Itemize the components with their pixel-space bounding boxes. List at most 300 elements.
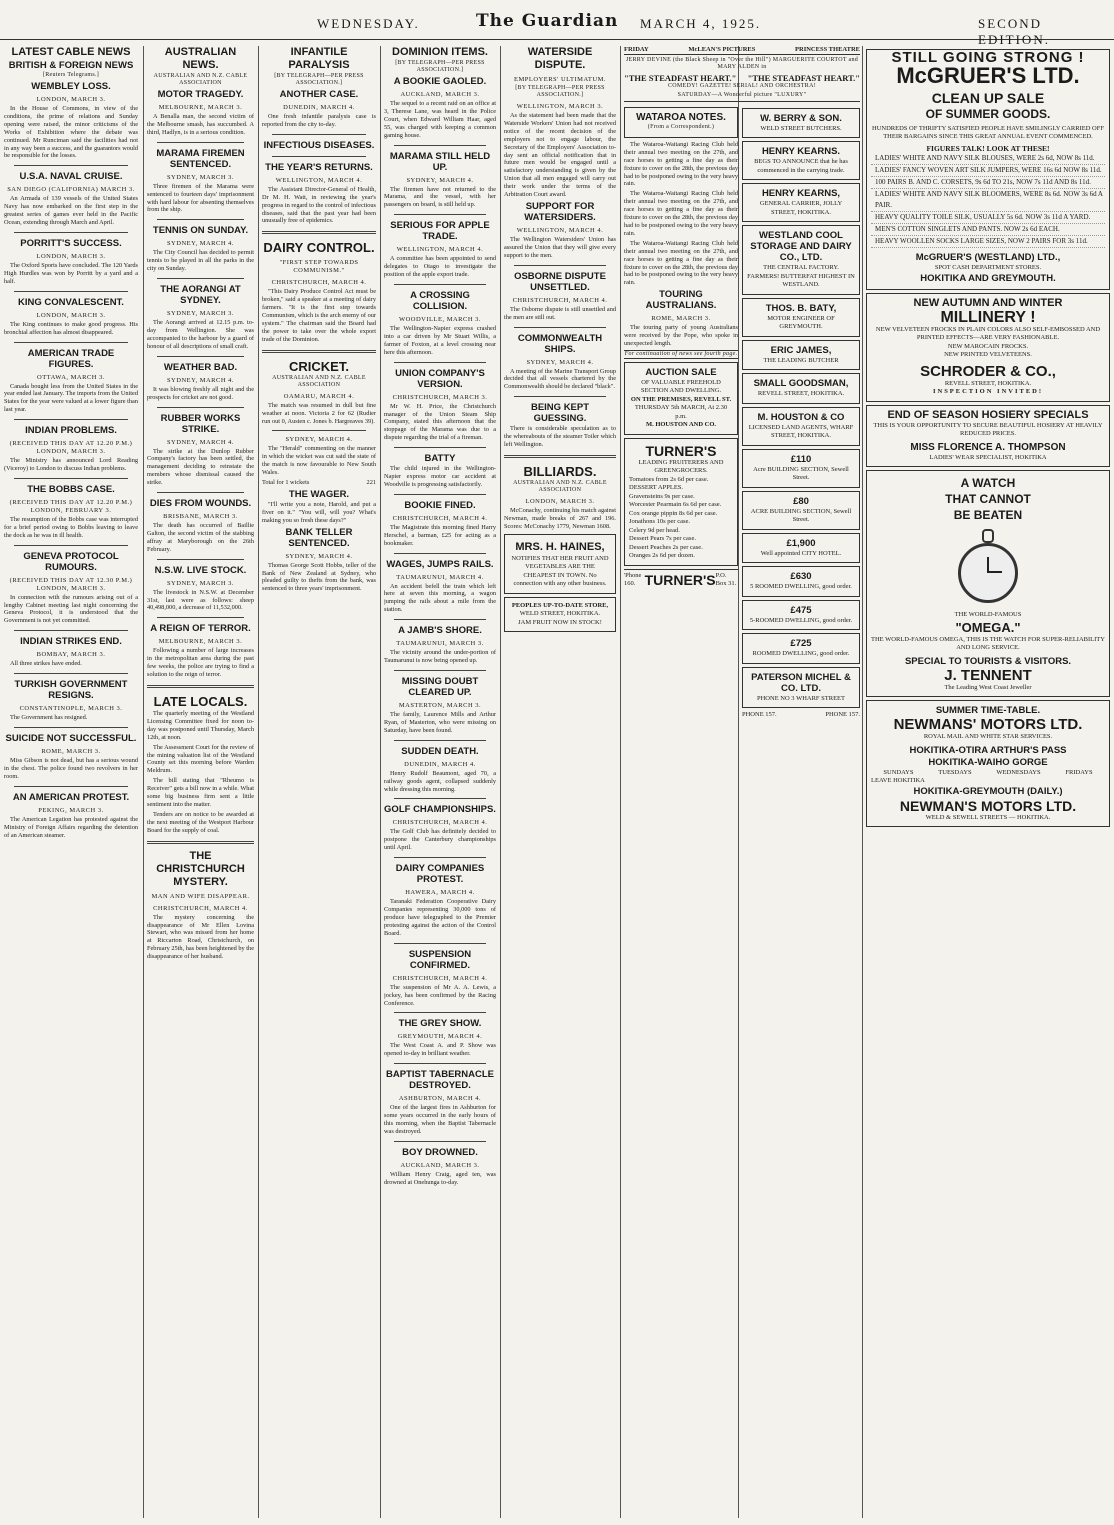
section-heading-dominion-items: DOMINION ITEMS.	[392, 46, 488, 58]
article-list	[262, 89, 376, 225]
ad-line: NEW MAROCAIN FROCKS.	[947, 342, 1029, 350]
advertisement	[742, 533, 860, 564]
ad-line: NEW PRINTED VELVETEENS.	[944, 351, 1032, 359]
ad-body: WELD STREET, HOKITIKA.	[519, 610, 601, 618]
pocket-watch-icon	[953, 527, 1023, 607]
article-body: An accident befell the train which left here at seven this morning, a wagon jumping the rails about a mile from the station.	[384, 582, 496, 614]
article-body: The firemen have not returned to the Marama, and the vessel, with her passengers on board, is still held up.	[384, 185, 496, 209]
article-dateline: GREYMOUTH, MARCH 4.	[397, 1033, 483, 1041]
divider	[394, 740, 486, 741]
article-body: The American Legation has protested against the Ministry of Foreign Affairs regarding the detention of an American steamer.	[4, 815, 138, 839]
price-line: Dessert Pears 7s per case.	[629, 535, 696, 543]
ad-subtitle: CLEAN UP SALE	[931, 89, 1045, 106]
article-dateline: CHRISTCHURCH, MARCH 4.	[392, 819, 488, 827]
article-dateline: OAMARU, MARCH 4.	[283, 392, 355, 400]
price-line: Gravensteins 9s per case.	[629, 492, 695, 500]
article-dateline: TAUMARUNUI, MARCH 4.	[396, 573, 484, 581]
route-title: HOKITIKA-GREYMOUTH (DAILY.)	[913, 785, 1063, 797]
article-body: The child injured in the Wellington-Napier express motor car accident at Woodville is progressing satisfactorily.	[384, 465, 496, 488]
ad-body: 5-ROOMED DWELLING, good order.	[749, 616, 853, 624]
ad-title: A WATCH	[960, 476, 1016, 491]
price-line: Worcester Pearmain 6s 6d per case.	[629, 501, 722, 509]
divider	[394, 214, 486, 215]
column-waterside-dispute	[504, 46, 616, 1518]
ad-body: LICENSED LAND AGENTS, WHARF STREET, HOKITIKA.	[748, 423, 854, 440]
article-body: Henry Rudolf Beaumont, aged 70, a railway goods agent, collapsed suddenly while dressing this morning.	[384, 769, 496, 793]
article-title: RUBBER WORKS STRIKE.	[160, 412, 241, 435]
article-body: The Ministry has announced Lord Reading (Viceroy) to London to discuss Indian problems.	[4, 457, 138, 473]
ad-body: WELD STREET BUTCHERS.	[760, 124, 842, 132]
article-body: The suspension of Mr A. A. Lewis, a jockey, has been confirmed by the Racing Conference.	[384, 983, 496, 1007]
local-item: Tenders are on notice to be awarded at the next meeting of the Westport Harbour Board for the supply of coal.	[147, 810, 254, 834]
film-title: "THE STEADFAST HEART."	[747, 72, 860, 83]
divider	[514, 396, 606, 397]
article-title: OSBORNE DISPUTE UNSETTLED.	[514, 270, 606, 293]
divider	[157, 219, 244, 220]
ad-title: MRS. H. HAINES,	[515, 540, 605, 553]
column-rule	[862, 46, 863, 1518]
article-dateline: SAN DIEGO (CALIFORNIA) MARCH 3.	[7, 186, 135, 194]
ad-title: SMALL GOODSMAN,	[753, 378, 849, 390]
article-list	[147, 89, 254, 679]
ad-title: McGRUER'S LTD.	[896, 62, 1080, 88]
ad-callout: FIGURES TALK! LOOK AT THESE!	[926, 143, 1050, 153]
price-line: LADIES' WHITE AND NAVY SILK BLOOMERS, WERE 8s 6d. NOW 3s 6d A PAIR.	[871, 189, 1105, 212]
article-dateline: WELLINGTON, MARCH 4.	[275, 176, 363, 184]
article-dateline: CHRISTCHURCH, MARCH 4.	[153, 904, 248, 912]
local-item: The Assessment Court for the review of the mining valuation list of the Westland County set this morning before Warden Meldrum.	[147, 743, 254, 775]
article-body: The livestock in N.S.W. at December 31st, last were as follows: sheep 40,498,000, a decrease of 11,532,000.	[147, 588, 254, 612]
ad-body: ROOMED DWELLING, good order.	[752, 650, 850, 658]
ad-body: JAM FRUIT NOW IN STOCK!	[518, 618, 602, 626]
ad-subtitle: ROYAL MAIL AND WHITE STAR SERVICES.	[923, 733, 1053, 741]
advertisement	[742, 600, 860, 631]
divider	[14, 342, 128, 343]
advertisement	[742, 340, 860, 371]
section-heading-infantile-paralysis: INFANTILE PARALYSIS	[288, 46, 350, 71]
divider	[394, 1012, 486, 1013]
divider	[514, 327, 606, 328]
article-subheading: "FIRST STEP TOWARDS COMMUNISM."	[279, 259, 359, 275]
masthead-edition: SECOND EDITION.	[978, 16, 1050, 47]
price-line: Celery 9d per head.	[629, 526, 680, 534]
article-body: The West Coast A. and P. Show was opened to-day in brilliant weather.	[384, 1042, 496, 1058]
advertisement	[742, 141, 860, 180]
ad-body: MOTOR ENGINEER OF GREYMOUTH.	[767, 314, 835, 331]
route-leave: LEAVE HOKITIKA	[871, 777, 925, 785]
section-heading-mystery: THE CHRISTCHURCH MYSTERY.	[156, 849, 245, 888]
article-dateline: ROME, MARCH 3.	[651, 315, 711, 323]
column-advertisements	[624, 46, 860, 1518]
ad-title: £475	[790, 604, 812, 616]
article-body: The King continues to make good progress. His bronchial affection has almost disappeared.	[4, 320, 138, 336]
ad-body: OF VALUABLE FREEHOLD SECTION AND DWELLING.	[640, 378, 722, 395]
divider	[14, 165, 128, 166]
article-title: A BOOKIE GAOLED.	[393, 76, 487, 87]
article-body: All three strikes have ended.	[10, 660, 82, 668]
article-title: TENNIS ON SUNDAY.	[152, 225, 249, 237]
article-dateline: MELBOURNE, MARCH 3.	[158, 104, 243, 111]
article-body: Thomas George Scott Hobbs, teller of the Bank of New Zealand at Sydney, who pleaded guilty to thefts from the bank, was sentenced to three years' imprisonment.	[262, 561, 376, 593]
article-title: TURKISH GOVERNMENT RESIGNS.	[14, 679, 128, 702]
advertisement	[742, 183, 860, 222]
article-dateline: CHRISTCHURCH, MARCH 4.	[392, 974, 488, 982]
divider	[14, 545, 128, 546]
article-body: The Wataroa-Waitangi Racing Club held their annual two meeting on the 27th, and race horses to getting a fine day as their fixture to cover on the 28th, the previous day had to be postponed owing to the very heavy rain.	[624, 140, 738, 188]
advertisement	[742, 298, 860, 337]
article-dateline: (RECEIVED THIS DAY AT 12.20 P.M.) LONDON, MARCH 3.	[9, 440, 133, 456]
ad-body: NOTIFIES THAT HER FRUIT AND VEGETABLES ARE THE CHEAPEST IN TOWN. No connection with any other business.	[511, 554, 609, 588]
divider	[394, 494, 486, 495]
ad-body: Well appointed CITY HOTEL.	[760, 549, 842, 557]
article-body: One of the largest fires in Ashburton for some years occurred in the early hours of this morning, when the Baptist Tabernacle was destroyed.	[384, 1104, 496, 1135]
ad-title: WESTLAND COOL STORAGE AND DAIRY CO., LTD.	[750, 230, 852, 264]
divider	[14, 786, 128, 787]
price-line: Tomatoes from 2s 6d per case.	[629, 475, 709, 483]
article-body: Three firemen of the Marama were sentenced to fourteen days' imprisonment with hard labour for absenting themselves from the ship.	[147, 182, 254, 214]
ad-company: J. TENNENT	[944, 666, 1032, 684]
article-body: The Magistrate this morning fined Harry Herschel, a barman, £25 for acting as a bookmaker.	[384, 523, 496, 547]
article-body: The City Council has decided to permit tennis to be played in all the parks in the city on Sunday.	[147, 249, 254, 273]
ad-title: £110	[790, 453, 812, 465]
article-dateline: SYDNEY, MARCH 4.	[526, 358, 594, 366]
article-title: ANOTHER CASE.	[279, 89, 359, 100]
divider	[157, 559, 244, 560]
divider	[394, 857, 486, 858]
divider	[504, 455, 616, 458]
column-infantile-paralysis	[262, 46, 376, 1518]
footer-title: TURNER'S	[644, 572, 716, 589]
ad-body: THE CENTRAL FACTORY. FARMERS! BUTTERFAT HIGHEST IN WESTLAND.	[747, 264, 855, 289]
press-credit: AUSTRALIAN AND N.Z. CABLE ASSOCIATION	[153, 73, 248, 86]
article-dateline: (RECEIVED THIS DAY AT 12.30 P.M.) LONDON, MARCH 3.	[9, 576, 133, 592]
article-dateline: LONDON, MARCH 3.	[36, 311, 106, 319]
article-body: The family, Laurence Mills and Arthur Ryan, of Masterton, who were missing on Saturday, have been found.	[384, 711, 496, 734]
ad-title: SUMMER TIME-TABLE.	[935, 705, 1041, 717]
divider	[514, 265, 606, 266]
price-line: HEAVY QUALITY TOILE SILK, USUALLY 5s 6d. NOW 3s 11d A YARD.	[871, 212, 1105, 224]
article-dateline: SYDNEY, MARCH 4.	[406, 176, 474, 184]
ad-subtitle: The Leading West Coast Jeweller	[944, 683, 1032, 691]
ad-footer: NEWMAN'S MOTORS LTD.	[899, 797, 1077, 814]
article-body: The "Herald" commenting on the manner in which the wicket was cut said the state of the match is now favourable to New South Wales.	[262, 445, 376, 477]
ad-subcolumns	[624, 105, 860, 720]
advertisement	[742, 407, 860, 446]
column-cable-news	[4, 46, 138, 1518]
article-title: BANK TELLER SENTENCED.	[285, 526, 353, 549]
article-body: It was blowing freshly all night and the prospects for cricket are not good.	[147, 385, 254, 401]
divider	[262, 350, 376, 353]
divider	[14, 291, 128, 292]
turners-ad	[624, 438, 738, 566]
article-list	[4, 81, 138, 840]
section-heading-billiards: BILLIARDS.	[523, 463, 597, 479]
article-dateline: AUCKLAND, MARCH 3.	[400, 1161, 480, 1169]
article-title: MOTOR TRAGEDY.	[157, 89, 244, 100]
film-title: "THE STEADFAST HEART."	[624, 72, 737, 83]
article-title: U.S.A. NAVAL CRUISE.	[19, 171, 123, 183]
article-title: AN AMERICAN PROTEST.	[12, 791, 130, 803]
article-title: THE WAGER.	[288, 488, 350, 500]
article-title: MARAMA STILL HELD UP.	[389, 150, 491, 173]
price-line: DESSERT APPLES.	[629, 484, 684, 492]
article-title: KING CONVALESCENT.	[18, 296, 124, 308]
ad-body: GENERAL CARRIER, JOLLY STREET, HOKITIKA.	[759, 200, 843, 216]
divider	[14, 232, 128, 233]
divider	[14, 727, 128, 728]
section-heading-cable-news: LATEST CABLE NEWS	[11, 46, 131, 58]
locals-list	[147, 710, 254, 835]
ad-footer: INSPECTION INVITED!	[932, 388, 1044, 396]
ad-company: MISS FLORENCE A. THOMPSON	[910, 441, 1066, 453]
divider	[14, 630, 128, 631]
ad-title: "OMEGA."	[955, 619, 1021, 635]
article-body: William Henry Craig, aged ten, was drowned at Onehunga to-day.	[384, 1170, 496, 1186]
ad-title: TURNER'S	[645, 442, 717, 459]
ad-title: £80	[793, 495, 809, 507]
ad-body: THIS IS YOUR OPPORTUNITY TO SECURE BEAUTIFUL HOSIERY AT HEAVILY REDUCED PRICES.	[873, 421, 1103, 438]
continuation-note: For continuation of news see fourth page.	[624, 350, 738, 357]
advertisement	[742, 667, 860, 709]
article-body: "This Dairy Produce Control Act must be broken," said a speaker at a meeting of dairy farmers. "It is the first step towards Communism, which is the arch enemy of our system." The chairman said the Board had the power to take over the whole export trade of the Dominion.	[262, 288, 376, 343]
press-credit: [BY TELEGRAPH—PER PRESS ASSOCIATION.]	[395, 60, 485, 73]
divider	[157, 407, 244, 408]
ad-list	[742, 108, 860, 709]
price-line: LADIES' WHITE AND NAVY SILK BLOUSES, WERE 2s 6d, NOW 8s 11d.	[871, 153, 1105, 165]
article-dateline: SYDNEY, MARCH 4.	[166, 438, 235, 446]
article-dateline: SYDNEY, MARCH 4.	[166, 376, 235, 384]
ad-title: PATERSON MICHEL & CO. LTD.	[751, 671, 851, 694]
price-line: Dessert Peaches 2s per case.	[629, 543, 703, 551]
ad-footer: WELD & SEWELL STREETS — HOKITIKA.	[925, 813, 1051, 821]
press-credit: [BY TELEGRAPH—PER PRESS ASSOCIATION.]	[274, 73, 364, 86]
divider	[14, 673, 128, 674]
article-body: The death has occurred of Baillie Galton, the second victim of the stabbing affray at Maryborough on the 26th February.	[147, 522, 254, 553]
article-title: DIES FROM WOUNDS.	[149, 498, 252, 510]
divider	[147, 685, 254, 688]
article-dateline: AUCKLAND, MARCH 3.	[400, 91, 480, 98]
divider	[394, 284, 486, 285]
theatre-company: McLEAN'S PICTURES	[688, 46, 756, 53]
divider	[157, 278, 244, 279]
article-dateline: SYDNEY, MARCH 3.	[166, 310, 235, 318]
article-body: Mr W. H. Price, the Christchurch manager of the Union Steam Ship Company, stated this afternoon that the stoppage of the Marama was due to a dispute regarding the trial of a fireman.	[384, 402, 496, 442]
article-list	[384, 76, 496, 1187]
article-title: WAGES, JUMPS RAILS.	[386, 558, 494, 570]
divider	[394, 1141, 486, 1142]
article-title: THE YEAR'S RETURNS.	[265, 161, 373, 173]
section-heading-late-locals: LATE LOCALS.	[153, 694, 248, 709]
article-body: "I'll write you a note, Harold, and put a fiver on it." "You will, will you? What's making you so fresh these days?"	[262, 500, 376, 524]
price-line: HEAVY WOOLLEN SOCKS LARGE SIZES, NOW 2 PAIRS FOR 3s 11d.	[871, 236, 1105, 248]
article-title: PORRITT'S SUCCESS.	[20, 237, 122, 249]
divider	[157, 492, 244, 493]
article-dateline: CHRISTCHURCH, MARCH 4.	[271, 279, 367, 287]
article-dateline: WELLINGTON, MARCH 3.	[516, 103, 604, 110]
price-line: LADIES' FANCY WOVEN ART SILK JUMPERS, WERE 16s 6d NOW 8s 11d.	[871, 165, 1105, 177]
article-body: In the House of Commons, in view of the conditions, the prime of relations and Sunday opening were raised, the minor criticisms of the Works of Exhibition where the debate was continued. Mr Runciman said the facilities had not in any way been a success, and the guarantors would be responsible for the losses.	[4, 105, 138, 160]
ad-address: REVELL STREET, HOKITIKA.	[944, 379, 1032, 387]
press-credit: [BY TELEGRAPH—PER PRESS ASSOCIATION.]	[515, 85, 605, 98]
price-line: 100 PAIRS B. AND C. CORSETS, 9s 6d TO 21s, NOW 7s 11d AND 8s 11d.	[871, 177, 1105, 189]
article-dateline: DUNEDIN, MARCH 4.	[283, 104, 355, 111]
price-line: Cox orange pippin 8s 6d per case.	[629, 509, 718, 517]
masthead-paper-name: The Guardian	[476, 11, 619, 31]
article-body: The match was resumed in dull but fine weather at noon. Victoria 2 for 62 (Rudier run out 0, Austen c. Jones b. Hargreaves 39).	[262, 401, 376, 425]
po-box: P.O. Box 31.	[715, 571, 737, 588]
article-body: The vicinity around the under-portion of Taumarunui is now being opened up.	[384, 649, 496, 665]
article-body: Canada bought less from the United States in the year ended last January. The imports from the United States for the year were valued at a lower figure than last year.	[4, 382, 138, 414]
advertisement	[742, 373, 860, 404]
press-credit: AUSTRALIAN AND N.Z. CABLE ASSOCIATION	[272, 374, 366, 388]
divider	[14, 419, 128, 420]
article-title: BATTY	[424, 453, 456, 465]
article-title: MARAMA FIREMEN SENTENCED.	[156, 147, 245, 170]
ad-body: PHONE NO 3 WHARF STREET	[757, 694, 845, 702]
article-title: THE AORANGI AT SYDNEY.	[160, 284, 241, 307]
article-body: There is considerable speculation as to the whereabouts of the steamer Toiler which left Wellington.	[504, 425, 616, 449]
omega-watch-advertisement	[866, 470, 1110, 697]
article-title: TOURING AUSTRALIANS.	[645, 289, 717, 312]
theatre-header	[624, 46, 860, 55]
article-dateline: WELLINGTON, MARCH 4.	[396, 246, 484, 254]
price-line: MEN'S COTTON SINGLETS AND PANTS. NOW 2s 6d EACH.	[871, 224, 1105, 236]
local-item: The quarterly meeting of the Westland Licensing Committee fixed for noon to-day was postponed until Thursday, March 12th, at noon.	[147, 710, 254, 741]
article-dateline: CONSTANTINOPLE, MARCH 3.	[19, 705, 123, 713]
article-body: The Golf Club has definitely decided to postpone the Canterbury championships until April.	[384, 828, 496, 852]
article-title: BEING KEPT GUESSING.	[530, 402, 590, 425]
article-title: SUSPENSION CONFIRMED.	[408, 948, 472, 971]
ad-title: THOS. B. BATY,	[765, 302, 837, 314]
article-body: The touring party of young Australians were received by the Pope, who spoke in unexpected length.	[624, 324, 738, 348]
ad-subtitle: OF SUMMER GOODS.	[925, 106, 1051, 121]
article-body: Taranaki Federation Cooperative Dairy Companies representing 30,000 tons of produce have telegraphed to the Premier protesting against the action of the Control Board.	[384, 898, 496, 937]
article-dateline: SYDNEY, MARCH 4.	[166, 240, 235, 248]
article-subheading: MAN AND WIFE DISAPPEAR.	[151, 892, 250, 900]
article-body: The Wellington Watersiders' Union has assured the Union that they will give every support to the men.	[504, 235, 616, 259]
article-title: BOOKIE FINED.	[404, 499, 476, 511]
section-subheading: BRITISH & FOREIGN NEWS	[8, 60, 134, 71]
ad-title: £725	[790, 638, 812, 650]
divider	[14, 478, 128, 479]
route-day: WEDNESDAYS	[996, 768, 1041, 776]
article-title: COMMONWEALTH SHIPS.	[517, 332, 603, 355]
column-rule	[258, 46, 259, 1518]
article-subheading: (From a Correspondent.)	[647, 123, 715, 130]
article-title: A JAMB'S SHORE.	[398, 625, 482, 637]
article-title: WEMBLEY LOSS.	[31, 81, 111, 92]
article-body: The Government has resigned.	[10, 714, 88, 722]
ad-title: END OF SEASON HOSIERY SPECIALS	[887, 408, 1089, 421]
article-body: A committee has been appointed to send delegates to Otago to investigate the position of the apple export trade.	[384, 255, 496, 279]
ad-title: AUCTION SALE	[645, 366, 717, 378]
article-title: SUDDEN DEATH.	[401, 745, 479, 757]
section-heading-waterside-dispute: WATERSIDE DISPUTE.	[527, 46, 593, 71]
phone-label: 'Phone 160.	[624, 571, 642, 588]
divider	[157, 142, 244, 143]
article-title: BAPTIST TABERNACLE DESTROYED.	[385, 1069, 495, 1092]
article-title: WATAROA NOTES.	[636, 111, 726, 123]
hosiery-advertisement	[866, 405, 1110, 468]
article-body: Miss Gibson is not dead, but has a serious wound in the chest. The police found two revolvers in her room.	[4, 757, 138, 780]
price-line: Oranges 2s 6d per dozen.	[629, 552, 695, 560]
article-body: The Osborne dispute is still unsettled and the men are still out.	[504, 305, 616, 321]
ad-subcolumn-right	[742, 105, 860, 720]
route-day: FRIDAYS	[1065, 768, 1093, 776]
ad-line-list	[871, 326, 1105, 360]
article-title: BOY DROWNED.	[402, 1146, 478, 1158]
column-australian-news	[147, 46, 254, 1518]
route-day: SUNDAYS	[883, 768, 914, 776]
article-body: The Wataroa-Waitangi Racing Club held their annual two meeting on the 27th, and race horses to getting a fine day as their fixture to cover on the 28th, the previous day had to be postponed owing to the very heavy rain.	[624, 239, 738, 287]
article-body: In connection with the rumours arising out of a lengthy Cabinet meeting last night concerning the Geneva Protocol, it is understood that the Government is not yet committed.	[4, 593, 138, 625]
ad-banner: STILL GOING STRONG !	[891, 49, 1085, 66]
article-title: THE BOBBS CASE.	[27, 483, 115, 495]
article-dateline: OTTAWA, MARCH 3.	[37, 373, 105, 381]
theatre-day: FRIDAY	[624, 46, 649, 53]
divider	[272, 430, 366, 431]
article-body: The Aorangi arrived at 12.15 p.m. to-day from Wellington. She was accompanied to the harbour by a guard of honour of all descriptions of small craft.	[147, 319, 254, 350]
article-title: INDIAN STRIKES END.	[20, 636, 122, 648]
divider	[394, 145, 486, 146]
advertisement	[742, 633, 860, 664]
advertisement-haines	[504, 534, 616, 594]
article-dateline: LONDON, MARCH 3.	[36, 96, 106, 103]
article-dateline: SYDNEY, MARCH 3.	[166, 579, 235, 587]
ad-body: ACRE BUILDING SECTION, Sewell Street.	[750, 507, 852, 524]
auction-sale-ad	[624, 362, 738, 435]
ad-line: NEW VELVETEEN FROCKS IN PLAIN COLORS ALSO SELF-EMBOSSED AND PRINTED EFFECTS—ARE VERY FASHIONABLE.	[875, 325, 1101, 342]
divider	[157, 617, 244, 618]
watch-case	[958, 543, 1018, 603]
phone-row	[742, 711, 860, 720]
article-dateline: (RECEIVED THIS DAY AT 12.20 P.M.) LONDON, FEBRUARY 3.	[9, 498, 133, 514]
article-title: GENEVA PROTOCOL RUMOURS.	[23, 550, 119, 573]
advertisement	[742, 108, 860, 139]
divider	[147, 841, 254, 844]
turners-footer	[624, 569, 738, 589]
ad-body: THURSDAY 5th MARCH, At 2.30 p.m.	[634, 404, 728, 420]
article-list	[262, 393, 376, 477]
article-dateline: WOODVILLE, MARCH 3.	[398, 315, 482, 323]
price-list	[629, 476, 733, 561]
article-title: N.S.W. LIVE STOCK.	[154, 564, 247, 576]
article-dateline: SYDNEY, MARCH 4.	[285, 436, 353, 444]
article-dateline: CHRISTCHURCH, MARCH 4.	[392, 514, 488, 522]
column-rule	[143, 46, 144, 1518]
wataroa-notes-box	[624, 107, 738, 138]
article-dateline: SYDNEY, MARCH 4.	[285, 552, 353, 560]
watch-crown	[982, 529, 994, 543]
ad-company: SCHRODER & CO.,	[920, 362, 1056, 380]
film-extras: COMEDY! GAZETTE! SERIAL! AND ORCHESTRA!	[667, 82, 817, 89]
article-title: WEATHER BAD.	[163, 361, 238, 373]
section-heading-dairy-control: DAIRY CONTROL.	[263, 240, 375, 256]
divider	[394, 447, 486, 448]
film-saturday: SATURDAY—A Wonderful picture "LUXURY"	[624, 92, 860, 102]
ad-title: HENRY KEARNS.	[761, 146, 841, 158]
ad-title: £1,900	[786, 537, 816, 549]
article-body: McConachy, continuing his match against Newman, made breaks of 267 and 196. Scores: McConachy 1779, Newman 1608.	[504, 506, 616, 530]
ad-special: SPECIAL TO TOURISTS & VISITORS.	[904, 655, 1072, 667]
article-dateline: WELLINGTON, MARCH 4.	[516, 226, 604, 234]
article-body: The Wellington-Napier express crashed into a car driven by Mr Stuart Willis, a farmer of Foxton, at a level crossing near here this afternoon.	[384, 324, 496, 356]
totals-label: Total for 1 wickets	[262, 479, 310, 487]
article-body: The mystery concerning the disappearance of Mr Ellen Lovina Stewart, who was missed from her home at Riccarton Road, Christchurch, on February 25th, has been heightened by the disappearance of her husband.	[147, 913, 254, 961]
divider	[262, 231, 376, 234]
column-display-ads	[866, 46, 1110, 1518]
article-subheading: EMPLOYERS' ULTIMATUM.	[514, 76, 606, 83]
